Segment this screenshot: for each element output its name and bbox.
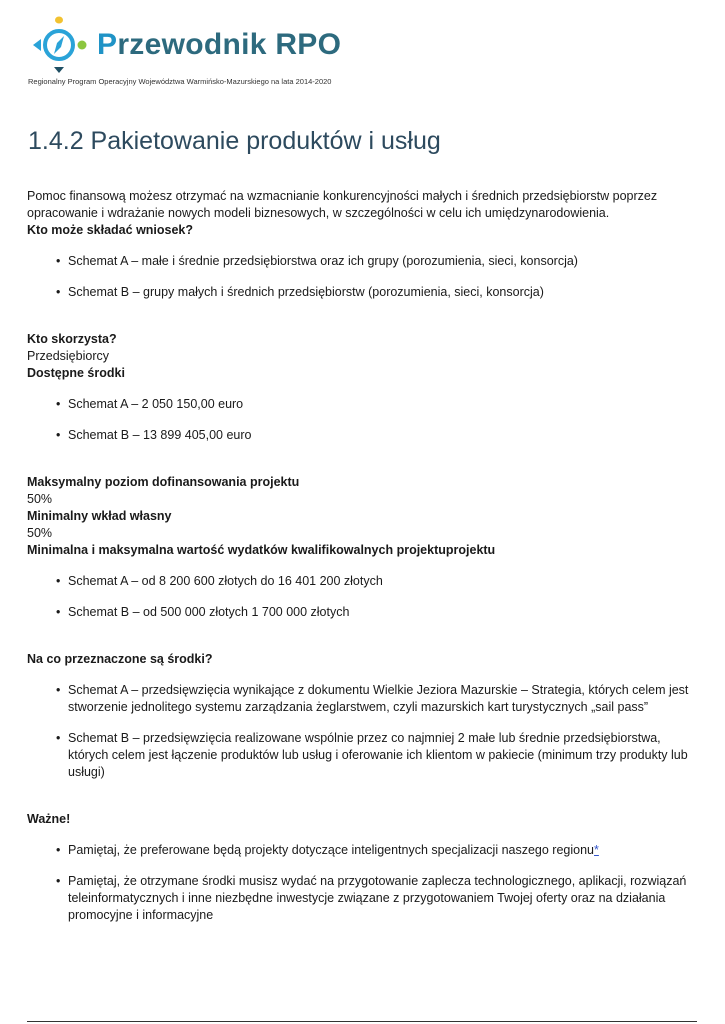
funds-heading: Dostępne środki bbox=[27, 366, 125, 380]
page-title: 1.4.2 Pakietowanie produktów i usług bbox=[28, 127, 441, 155]
important-list bbox=[27, 842, 697, 924]
list-item: • Schemat A – małe i średnie przedsiębiorstwa oraz ich grupy (porozumienia, sieci, konsorcja) bbox=[68, 253, 697, 270]
max-cofinancing-heading: Maksymalny poziom dofinansowania projektu bbox=[27, 475, 300, 489]
who-benefits-value: Przedsiębiorcy bbox=[27, 349, 109, 363]
max-cofinancing-value: 50% bbox=[27, 492, 53, 506]
list-item: • Schemat B – 13 899 405,00 euro bbox=[68, 427, 697, 444]
list-item: • Schemat B – przedsięwzięcia realizowane wspólnie przez co najmniej 2 małe lub średnie przedsiębiorstwa, których celem jest łączenie produktów lub usług i oferowanie ich klientom w pakiecie (minimum trzy produkty lub usługi) bbox=[68, 730, 697, 781]
list-item: • Pamiętaj, że otrzymane środki musisz wydać na przygotowanie zaplecza technologicznego, aplikacji, rozwiązań teleinformatycznych i inne niezbędne inwestycje związane z przygotowaniem Twojej oferty oraz na działania promocyjne i informacyjne bbox=[68, 873, 697, 924]
logo-text: Przewodnik RPO bbox=[97, 28, 342, 61]
min-own-value: 50% bbox=[27, 526, 53, 540]
important-heading: Ważne! bbox=[27, 812, 71, 826]
important-item-text: Pamiętaj, że preferowane będą projekty dotyczące inteligentnych specjalizacji naszego regionu bbox=[68, 843, 595, 857]
page-header bbox=[27, 14, 707, 86]
list-item: • Schemat A – 2 050 150,00 euro bbox=[68, 396, 697, 413]
eligible-costs-heading: Minimalna i maksymalna wartość wydatków kwalifikowalnych projektuprojektu bbox=[27, 543, 496, 557]
list-item: • Schemat B – od 500 000 złotych 1 700 000 złotych bbox=[68, 604, 697, 621]
who-applies-heading: Kto może składać wniosek? bbox=[27, 223, 194, 237]
purpose-list bbox=[27, 682, 697, 781]
list-item: • Schemat A – przedsięwzięcia wynikające z dokumentu Wielkie Jeziora Mazurskie – Strategia, których celem jest stworzenie jednolitego systemu zarządzania żeglarstwem, czyli mazurskich kart turystycznych „sail pass” bbox=[68, 682, 697, 716]
logo[interactable] bbox=[27, 14, 707, 76]
who-benefits-heading: Kto skorzysta? bbox=[27, 332, 117, 346]
eligible-costs-list bbox=[27, 573, 697, 621]
min-own-heading: Minimalny wkład własny bbox=[27, 509, 172, 523]
list-item bbox=[68, 842, 697, 859]
main-content bbox=[27, 122, 697, 924]
who-applies-list bbox=[27, 253, 697, 301]
compass-logo-icon bbox=[27, 14, 91, 76]
purpose-heading: Na co przeznaczone są środki? bbox=[27, 652, 213, 666]
intro-text: Pomoc finansową możesz otrzymać na wzmacnianie konkurencyjności małych i średnich przedsiębiorstw poprzez opracowanie i wdrażanie nowych modeli biznesowych, w szczególności w celu ich umiędzynarodowienia. bbox=[27, 189, 658, 220]
program-tagline: Regionalny Program Operacyjny Województwa Warmińsko-Mazurskiego na lata 2014-2020 bbox=[28, 77, 332, 86]
footer-divider bbox=[27, 1021, 697, 1022]
list-item: • Schemat B – grupy małych i średnich przedsiębiorstw (porozumienia, sieci, konsorcja) bbox=[68, 284, 697, 301]
footnote-link[interactable]: * bbox=[594, 843, 599, 857]
list-item: • Schemat A – od 8 200 600 złotych do 16 401 200 złotych bbox=[68, 573, 697, 590]
funds-list bbox=[27, 396, 697, 444]
